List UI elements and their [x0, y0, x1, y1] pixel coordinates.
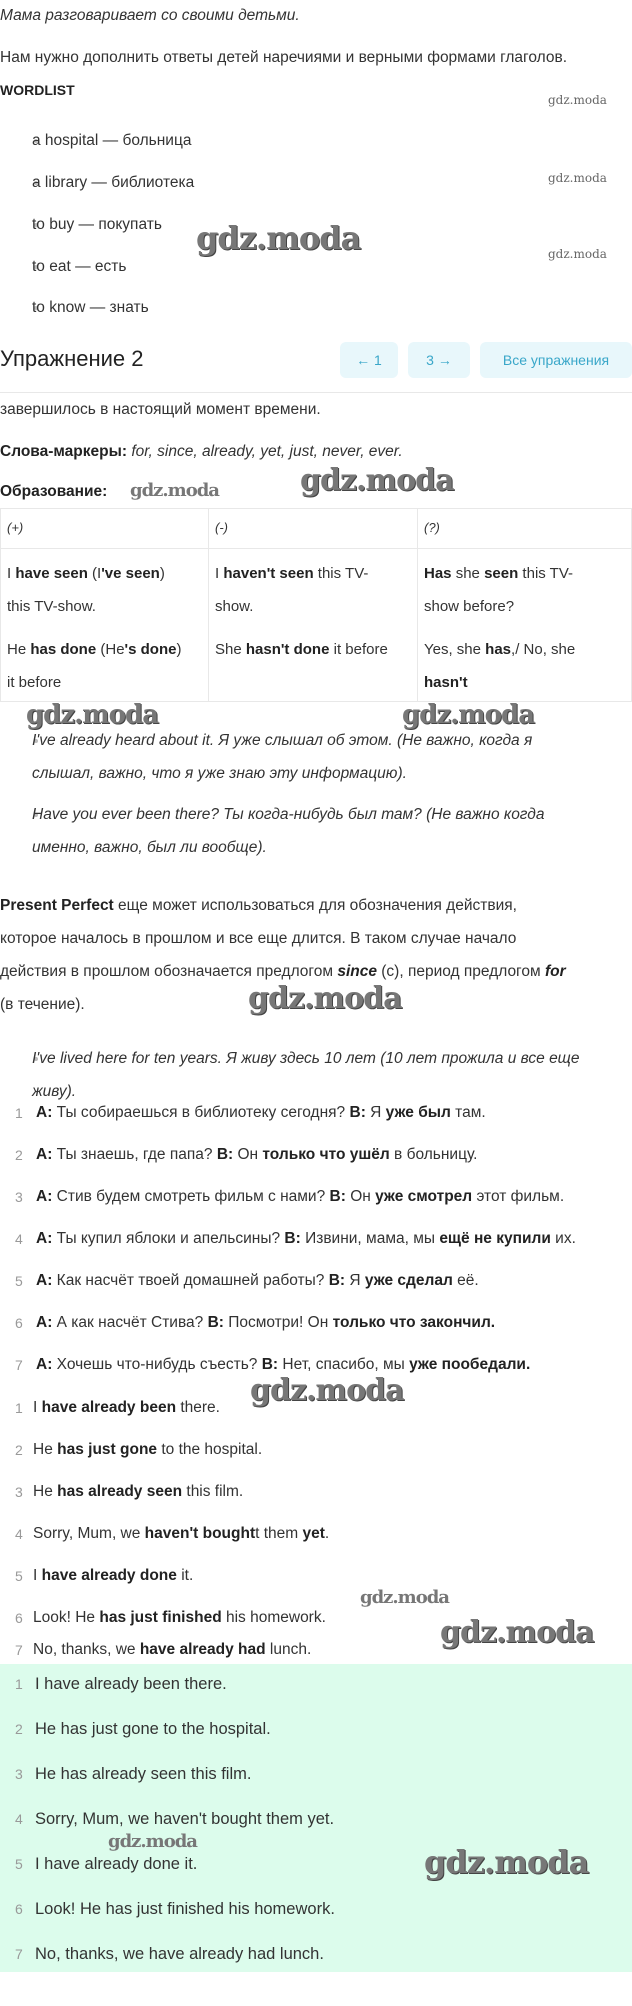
text-segment: Посмотри! Он	[223, 1314, 333, 1331]
formation-table	[0, 508, 632, 702]
text-segment: .	[324, 1525, 330, 1542]
text-segment: Нет, спасибо, мы	[278, 1356, 410, 1373]
text-segment: I	[215, 565, 224, 582]
bold-text: seen	[484, 565, 519, 582]
text-segment: show before?	[424, 598, 515, 615]
bold-text: A:	[36, 1104, 53, 1121]
text-segment: А как насчёт Стива?	[52, 1314, 208, 1331]
text-segment: Стив будем смотреть фильм с нами?	[52, 1188, 330, 1205]
text-segment: Как насчёт твоей домашней работы?	[52, 1272, 329, 1289]
list-number: 1	[15, 1676, 23, 1692]
table-cell	[209, 549, 418, 624]
list-number: 5	[15, 1273, 23, 1289]
example-line: слышал, важно, что я уже знаю эту информацию).	[32, 765, 407, 782]
bold-text: hasn't	[424, 674, 468, 691]
header-positive: (+)	[1, 509, 209, 549]
list-item	[33, 1640, 311, 1660]
example-line: именно, важно, был ли вообще).	[32, 839, 267, 856]
text-segment: )	[159, 565, 165, 582]
text-segment: his homework.	[221, 1609, 326, 1626]
text-segment: (с), период предлогом	[376, 963, 545, 980]
watermark: gdz.moda	[250, 1373, 404, 1408]
text-segment: действия в прошлом обозначается предлогом	[0, 963, 338, 980]
bold-text: B:	[261, 1356, 279, 1373]
marker-words	[0, 442, 403, 462]
list-number: 2	[15, 1147, 23, 1163]
list-number: 4	[15, 1526, 23, 1542]
text-segment: I	[33, 1567, 42, 1584]
wordlist-title: WORDLIST	[0, 82, 75, 98]
text-segment: Ты собираешься в библиотеку сегодня?	[52, 1104, 350, 1121]
bold-text: B:	[207, 1314, 224, 1331]
table-header-row	[1, 509, 632, 549]
text-segment: it before	[7, 674, 62, 691]
list-item	[33, 1440, 262, 1460]
list-number: 3	[15, 1766, 23, 1782]
example-line: I've already heard about it. Я уже слышал об этом. (Не важно, когда я	[32, 732, 533, 749]
bold-text: уже был	[385, 1104, 451, 1121]
list-number: 5	[15, 1568, 23, 1584]
list-number: 2	[15, 1721, 23, 1737]
bold-text: 've seen	[101, 565, 160, 582]
table-cell	[209, 623, 418, 702]
watermark: gdz.moda	[424, 1843, 589, 1881]
text-segment: Хочешь что-нибудь съесть?	[52, 1356, 262, 1373]
header-question: (?)	[418, 509, 632, 549]
list-number: 3	[15, 1484, 23, 1500]
text-segment: show.	[215, 598, 254, 615]
list-number: 6	[15, 1315, 23, 1331]
text-segment: this TV-	[518, 565, 574, 582]
wordlist-item: to buy — покупать	[32, 216, 162, 233]
text-segment: Sorry, Mum, we	[33, 1525, 145, 1542]
list-number: 7	[15, 1946, 23, 1962]
list-item: He has already seen this film.	[35, 1765, 252, 1783]
bold-text: ещё не купили	[439, 1230, 551, 1247]
text-segment: их.	[550, 1230, 576, 1247]
bold-text: только что ушёл	[262, 1146, 390, 1163]
text-segment: Look! He	[33, 1609, 100, 1626]
text-segment: He	[7, 641, 31, 658]
bold-text: уже сделал	[364, 1272, 453, 1289]
list-item: No, thanks, we have already had lunch.	[35, 1945, 324, 1963]
paragraph-line	[0, 995, 85, 1015]
text-segment: ,/ No, she	[511, 641, 576, 658]
bold-text: Present Perfect	[0, 897, 114, 914]
watermark: gdz.moda	[548, 171, 607, 185]
text-segment: )	[176, 641, 182, 658]
list-item	[36, 1271, 479, 1291]
bold-text: B:	[284, 1230, 301, 1247]
text-segment: Ты купил яблоки и апельсины?	[52, 1230, 285, 1247]
example-line: живу).	[32, 1083, 77, 1100]
text-segment: Он	[345, 1188, 376, 1205]
list-item	[36, 1187, 564, 1207]
list-number: 1	[15, 1105, 23, 1121]
paragraph-line	[0, 962, 566, 982]
bold-text: B:	[216, 1146, 234, 1163]
divider	[0, 392, 632, 393]
list-item	[36, 1229, 576, 1249]
wordlist-item: to eat — есть	[32, 258, 127, 275]
list-item	[36, 1145, 477, 1165]
bold-text: A:	[36, 1314, 53, 1331]
bold-text: haven't seen	[223, 565, 314, 582]
bold-text: since	[337, 963, 377, 980]
next-exercise-button[interactable]: 3 →	[408, 342, 470, 378]
watermark: gdz.moda	[130, 480, 219, 501]
bold-text: A:	[36, 1356, 53, 1373]
list-number: 4	[15, 1811, 23, 1827]
text-segment: которое началось в прошлом и все еще длится. В таком случае начало	[0, 930, 517, 947]
list-item	[36, 1313, 495, 1333]
paragraph-line	[0, 929, 516, 949]
text-segment: she	[451, 565, 485, 582]
text-segment: to the hospital.	[157, 1441, 263, 1458]
bold-text: Слова-маркеры:	[0, 443, 132, 460]
list-number: 7	[15, 1357, 23, 1373]
text-segment: этот фильм.	[472, 1188, 565, 1205]
watermark: gdz.moda	[196, 219, 361, 257]
watermark: gdz.moda	[548, 247, 607, 261]
text-segment: this film.	[182, 1483, 244, 1500]
text-segment: Yes, she	[424, 641, 486, 658]
bold-text: уже пообедали.	[409, 1356, 531, 1373]
intro-line: Мама разговаривает со своими детьми.	[0, 7, 300, 24]
text-segment: t them	[255, 1525, 303, 1542]
list-number: 5	[15, 1856, 23, 1872]
watermark: gdz.moda	[26, 700, 159, 730]
bold-text: 's done	[124, 641, 177, 658]
all-exercises-button[interactable]: Все упражнения	[480, 342, 632, 378]
watermark: gdz.moda	[248, 981, 402, 1016]
bold-text: A:	[36, 1230, 53, 1247]
bold-text: B:	[328, 1272, 346, 1289]
bold-text: has	[485, 641, 512, 658]
list-item: Sorry, Mum, we haven't bought them yet.	[35, 1810, 335, 1828]
bold-text: has just gone	[57, 1441, 158, 1458]
list-item	[36, 1355, 530, 1375]
list-item	[33, 1566, 193, 1586]
text-segment: Ты знаешь, где папа?	[52, 1146, 217, 1163]
table-row	[1, 549, 632, 624]
watermark: gdz.moda	[300, 463, 454, 498]
text-segment: this TV-show.	[7, 598, 96, 615]
list-number: 7	[15, 1642, 23, 1658]
list-item	[33, 1524, 329, 1544]
text-segment: еще может использоваться для обозначения действия,	[113, 897, 517, 914]
text-segment: Извини, мама, мы	[300, 1230, 440, 1247]
text-segment: No, thanks, we	[33, 1641, 140, 1658]
text-segment: (в течение).	[0, 996, 85, 1013]
text-segment: её.	[452, 1272, 479, 1289]
formation-label: Образование:	[0, 483, 108, 500]
watermark: gdz.moda	[548, 93, 607, 107]
prev-exercise-button[interactable]: ← 1	[340, 342, 398, 378]
wordlist-item: a hospital — больница	[32, 132, 192, 149]
bold-text: have already been	[41, 1399, 177, 1416]
text-segment: Я	[345, 1272, 365, 1289]
list-item	[36, 1103, 486, 1123]
watermark: gdz.moda	[108, 1831, 197, 1852]
table-cell	[1, 623, 209, 702]
example-line: Have you ever been there? Ты когда-нибудь был там? (Не важно когда	[32, 806, 545, 823]
bold-text: B:	[329, 1188, 346, 1205]
watermark: gdz.moda	[402, 700, 535, 730]
bold-text: yet	[302, 1525, 325, 1542]
list-number: 6	[15, 1610, 23, 1626]
text-segment: (He	[96, 641, 125, 658]
table-cell	[418, 623, 632, 702]
bold-text: B:	[349, 1104, 366, 1121]
bold-text: have already had	[139, 1641, 266, 1658]
text-segment: for, since, already, yet, just, never, ever.	[131, 443, 403, 460]
text-segment: I	[33, 1399, 42, 1416]
text-segment: I	[7, 565, 16, 582]
bold-text: for	[544, 963, 566, 980]
list-number: 4	[15, 1231, 23, 1247]
task-description: Нам нужно дополнить ответы детей наречиями и верными формами глаголов.	[0, 49, 568, 66]
bold-text: A:	[36, 1188, 53, 1205]
list-item	[33, 1608, 326, 1628]
list-item: I have already done it.	[35, 1855, 198, 1873]
text-segment: в больницу.	[389, 1146, 478, 1163]
bold-text: A:	[36, 1146, 53, 1163]
text-segment: Я	[365, 1104, 386, 1121]
bold-text: have seen	[15, 565, 88, 582]
text-segment: lunch.	[265, 1641, 312, 1658]
list-item: He has just gone to the hospital.	[35, 1720, 271, 1738]
list-number: 2	[15, 1442, 23, 1458]
list-item	[33, 1482, 243, 1502]
bold-text: has done	[30, 641, 97, 658]
bold-text: A:	[36, 1272, 53, 1289]
wordlist-item: a library — библиотека	[32, 174, 195, 191]
text-segment: She	[215, 641, 246, 658]
bold-text: has already seen	[57, 1483, 183, 1500]
bold-text: has just finished	[99, 1609, 222, 1626]
list-item: Look! He has just finished his homework.	[35, 1900, 335, 1918]
list-item	[33, 1398, 220, 1418]
bold-text: hasn't done	[245, 641, 330, 658]
list-number: 6	[15, 1901, 23, 1917]
text-segment: it before	[329, 641, 388, 658]
paragraph-line	[0, 896, 517, 916]
theory-line: завершилось в настоящий момент времени.	[0, 401, 321, 418]
text-segment: там.	[450, 1104, 486, 1121]
table-cell	[418, 549, 632, 624]
text-segment: (I	[87, 565, 102, 582]
table-row	[1, 623, 632, 702]
table-cell	[1, 549, 209, 624]
text-segment: He	[33, 1441, 58, 1458]
list-number: 3	[15, 1189, 23, 1205]
watermark: gdz.moda	[360, 1587, 449, 1608]
text-segment: this TV-	[313, 565, 369, 582]
watermark: gdz.moda	[440, 1615, 594, 1650]
text-segment: it.	[176, 1567, 194, 1584]
example-line: I've lived here for ten years. Я живу здесь 10 лет (10 лет прожила и все еще	[32, 1050, 580, 1067]
bold-text: уже смотрел	[375, 1188, 473, 1205]
list-item: I have already been there.	[35, 1675, 227, 1693]
bold-text: только что закончил.	[332, 1314, 496, 1331]
bold-text: have already done	[41, 1567, 177, 1584]
header-negative: (-)	[209, 509, 418, 549]
text-segment: there.	[176, 1399, 220, 1416]
list-number: 1	[15, 1400, 23, 1416]
text-segment: He	[33, 1483, 58, 1500]
exercise-title: Упражнение 2	[0, 346, 144, 371]
bold-text: haven't bought	[144, 1525, 256, 1542]
text-segment: Он	[233, 1146, 263, 1163]
wordlist-item: to know — знать	[32, 299, 149, 316]
bold-text: Has	[424, 565, 452, 582]
